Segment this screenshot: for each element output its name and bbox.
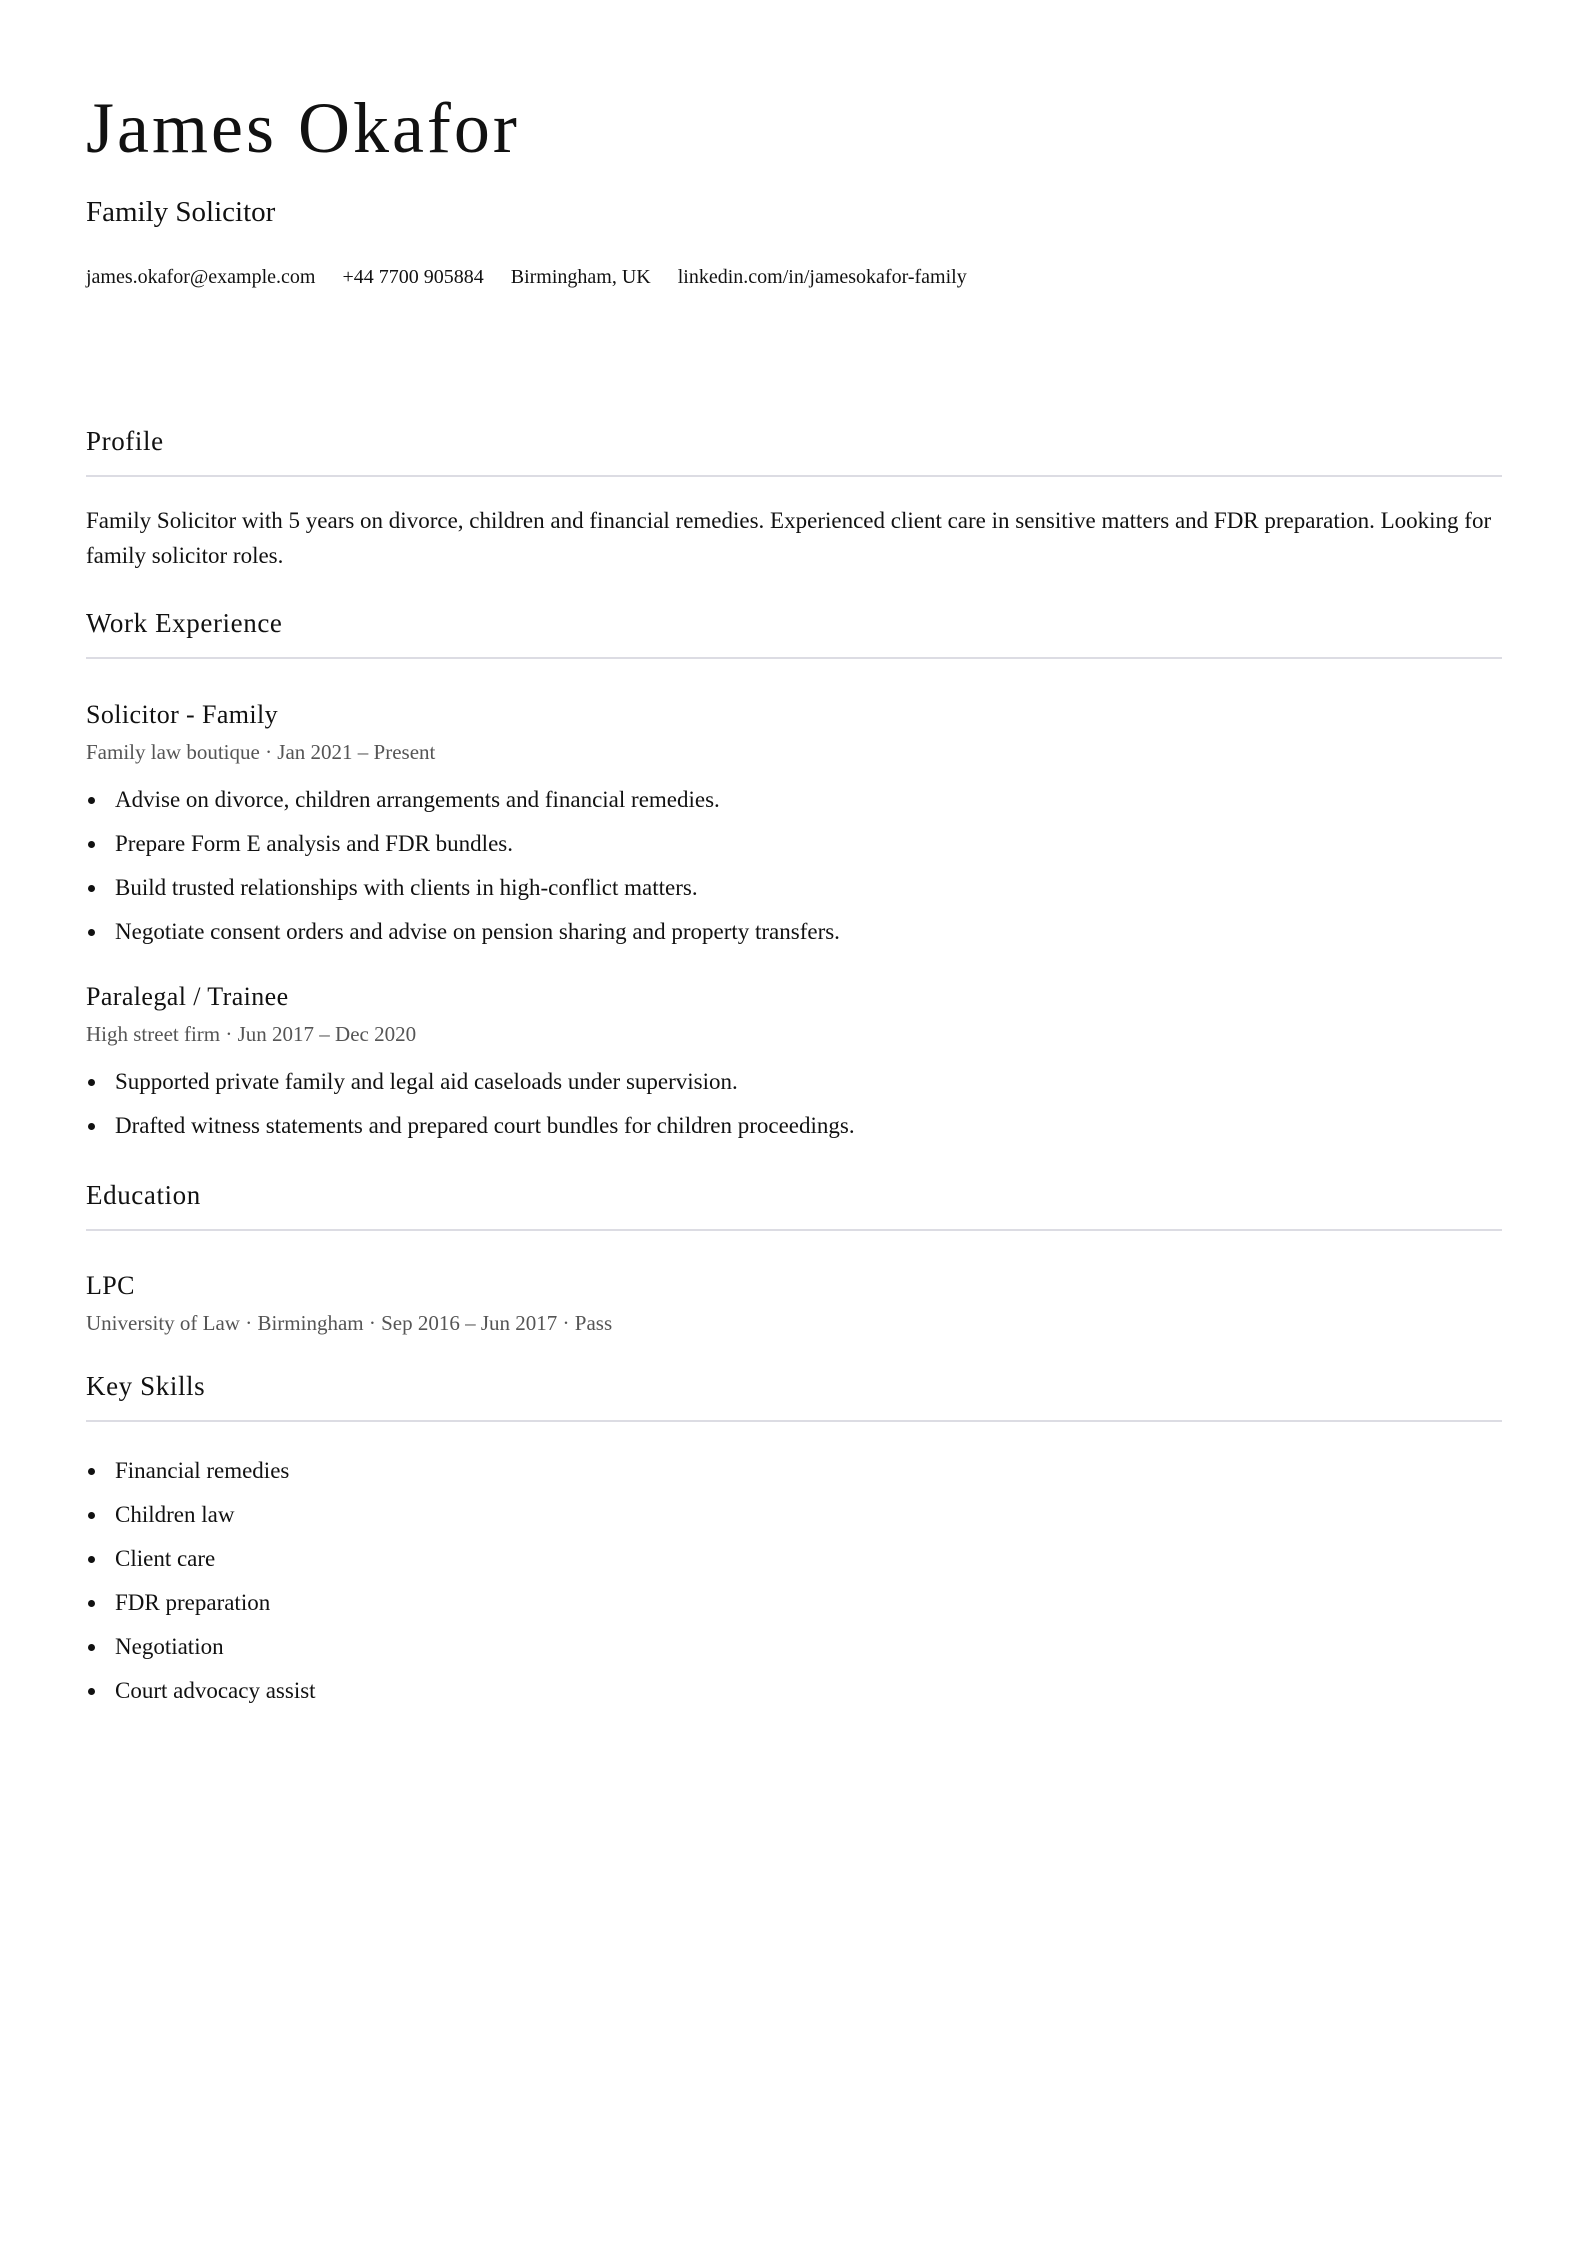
contact-line bbox=[86, 267, 994, 287]
skills-heading: Key Skills bbox=[86, 1371, 206, 1401]
profile-heading: Profile bbox=[86, 426, 164, 456]
list-item: Children law bbox=[86, 1493, 1502, 1537]
candidate-title: Family Solicitor bbox=[86, 196, 276, 228]
education-entry bbox=[86, 1273, 1502, 1334]
section-divider bbox=[86, 1420, 1502, 1422]
section-divider bbox=[86, 475, 1502, 477]
job-title: Solicitor - Family bbox=[86, 700, 279, 729]
profile-section bbox=[86, 428, 1502, 573]
section-divider bbox=[86, 657, 1502, 659]
candidate-name: James Okafor bbox=[86, 88, 520, 168]
job-title: Paralegal / Trainee bbox=[86, 982, 289, 1011]
job-entry bbox=[86, 984, 1502, 1148]
job-entry bbox=[86, 702, 1502, 954]
contact-linkedin[interactable]: linkedin.com/in/jamesokafor-family bbox=[677, 266, 967, 288]
job-bullets bbox=[86, 1060, 1502, 1148]
job-meta: Family law boutique · Jan 2021 – Present bbox=[86, 740, 436, 764]
list-item: FDR preparation bbox=[86, 1581, 1502, 1625]
list-item: Supported private family and legal aid caseloads under supervision. bbox=[86, 1060, 1502, 1104]
profile-summary: Family Solicitor with 5 years on divorce, children and financial remedies. Experienced client care in sensitive matters and FDR preparation. Looking for family solicitor roles. bbox=[86, 508, 1492, 568]
contact-phone[interactable]: +44 7700 905884 bbox=[342, 266, 484, 288]
list-item: Build trusted relationships with clients in high-conflict matters. bbox=[86, 866, 1502, 910]
contact-location: Birmingham, UK bbox=[510, 266, 651, 288]
education-heading: Education bbox=[86, 1180, 201, 1210]
list-item: Client care bbox=[86, 1537, 1502, 1581]
list-item: Advise on divorce, children arrangements and financial remedies. bbox=[86, 778, 1502, 822]
education-section bbox=[86, 1182, 1502, 1231]
list-item: Financial remedies bbox=[86, 1449, 1502, 1493]
skills-list bbox=[86, 1449, 1502, 1713]
experience-section bbox=[86, 610, 1502, 659]
experience-heading: Work Experience bbox=[86, 608, 283, 638]
skills-section bbox=[86, 1373, 1502, 1713]
list-item: Drafted witness statements and prepared court bundles for children proceedings. bbox=[86, 1104, 1502, 1148]
job-bullets bbox=[86, 778, 1502, 954]
degree-title: LPC bbox=[86, 1271, 135, 1300]
list-item: Negotiate consent orders and advise on pension sharing and property transfers. bbox=[86, 910, 1502, 954]
list-item: Negotiation bbox=[86, 1625, 1502, 1669]
section-divider bbox=[86, 1229, 1502, 1231]
job-meta: High street firm · Jun 2017 – Dec 2020 bbox=[86, 1022, 417, 1046]
list-item: Prepare Form E analysis and FDR bundles. bbox=[86, 822, 1502, 866]
contact-email[interactable]: james.okafor@example.com bbox=[86, 266, 316, 288]
list-item: Court advocacy assist bbox=[86, 1669, 1502, 1713]
degree-meta: University of Law · Birmingham · Sep 2016 – Jun 2017 · Pass bbox=[86, 1311, 613, 1335]
